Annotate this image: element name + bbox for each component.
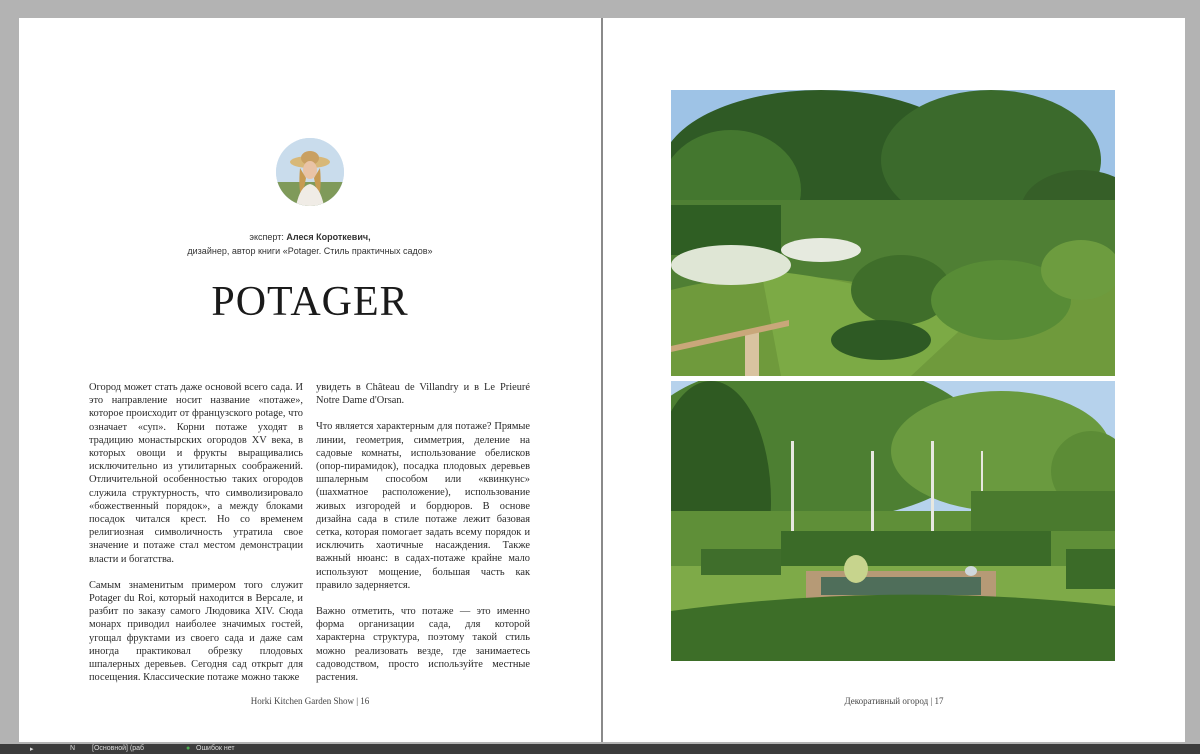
taskbar-status-errors[interactable]: Ошибок нет	[196, 745, 235, 752]
paragraph: увидеть в Château de Villandry и в Le Prieuré Notre Dame d'Orsan.	[316, 382, 530, 407]
expert-name: Алеся Короткевич,	[286, 232, 371, 242]
expert-prefix: эксперт:	[249, 232, 287, 242]
document-icon[interactable]: N	[70, 745, 76, 752]
text-column-2	[316, 381, 530, 697]
garden-photo-bottom	[671, 381, 1115, 661]
article-title: POTAGER	[211, 279, 409, 325]
expert-avatar	[276, 138, 344, 206]
paragraph: Самым знаменитым примером того служит Potager du Roi, который находится в Версале, и разбит по заказу самого Людовика XIV. Сюда монарх приводил наиболее значимых гостей, угощал фруктами из своего сада и даже сам иногда практиковал обрезку плодовых шпалерных деревьев. Сегодня сад открыт для посещения. Классические потаже можно также	[89, 579, 303, 684]
play-icon[interactable]: ▸	[30, 746, 34, 753]
expert-role: дизайнер, автор книги «Potager. Стиль практичных садов»	[187, 246, 433, 256]
taskbar-status-mode[interactable]: [Основной] (раб	[92, 745, 145, 752]
status-ok-icon: ●	[186, 745, 191, 752]
text-column-1	[89, 381, 303, 697]
paragraph: Что является характерным для потаже? Прямые линии, геометрия, симметрия, деление на садовые комнаты, использование обелисков (опор-пирамидок), посадка плодовых деревьев шпалерным способом или «квинкунс» (шахматное расположение), использование живых изгородей и бордюров. В основе дизайна сада в стиле потаже лежит базовая сетка, которая помогает задать всему порядок и исключить хаотичные насаждения. Также важный нюанс: в садах-потаже крайне мало используют мощение, большая часть как правило задерняется.	[316, 421, 530, 591]
paragraph: Огород может стать даже основой всего сада. И это направление носит название «потаже», которое происходит от французского potage, что означает «суп». Корни потаже уходят в традицию монастырских огородов XV века, в которых овощи и фрукты выращивались исключительно из утилитарных соображений. Отличительной особенностью таких огородов служила структурность, что символизировало «божественный порядок», а между блоками посадок читался крест. Но со временем религиозная символичность утратила свое значение и потаже стал местом демонстрации власти и богатства.	[89, 382, 303, 565]
paragraph: Важно отметить, что потаже — это именно форма организации сада, для которой характерна структура, поэтому такой стиль можно реализовать везде, где занимаетесь садоводством, просто используйте местные растения.	[316, 606, 530, 684]
left-page	[19, 18, 601, 742]
taskbar	[0, 744, 1200, 754]
right-page	[603, 18, 1185, 742]
garden-photo-top	[671, 90, 1115, 376]
expert-credit	[119, 230, 501, 258]
page-footer-left: Horki Kitchen Garden Show | 16	[250, 696, 370, 706]
page-footer-right: Декоративный огород | 17	[844, 696, 944, 706]
